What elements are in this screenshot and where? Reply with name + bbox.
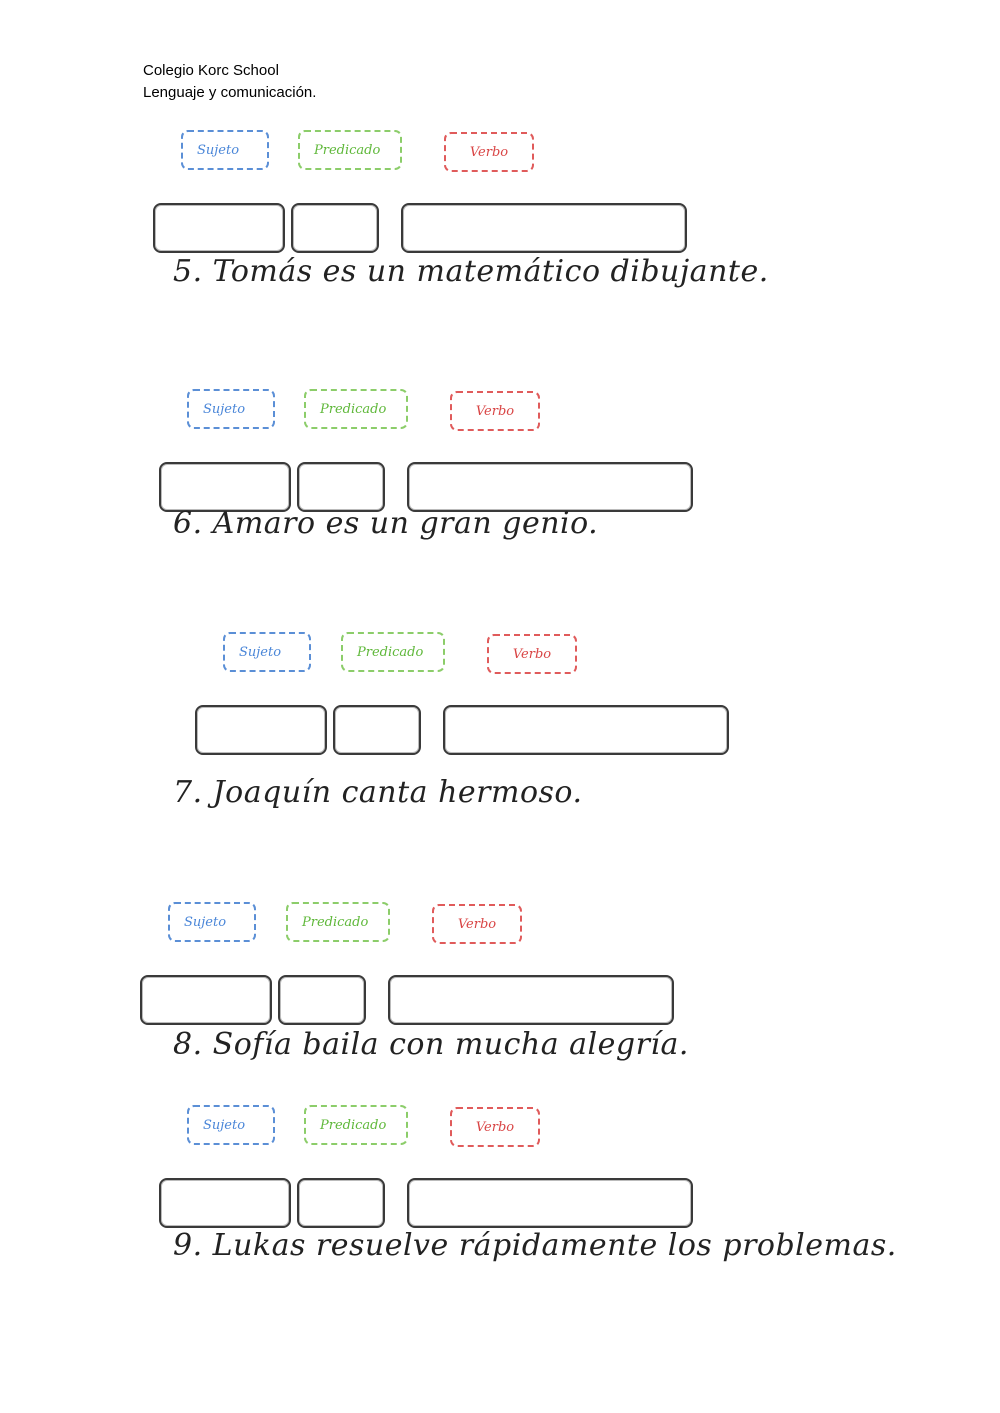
drop-zone-3[interactable] xyxy=(443,705,729,755)
draggable-label-verbo[interactable]: Verbo xyxy=(450,1107,540,1147)
draggable-label-verbo[interactable]: Verbo xyxy=(444,132,534,172)
school-name: Colegio Korc School xyxy=(143,62,279,79)
drop-zone-1[interactable] xyxy=(153,203,285,253)
drop-zone-2[interactable] xyxy=(297,1178,385,1228)
worksheet-header xyxy=(143,60,316,104)
sentence-6: 6. Amaro es un gran genio. xyxy=(173,506,599,541)
draggable-label-predicado[interactable]: Predicado xyxy=(304,389,408,429)
drop-zone-3[interactable] xyxy=(407,1178,693,1228)
drop-zone-2[interactable] xyxy=(291,203,379,253)
sentence-5: 5. Tomás es un matemático dibujante. xyxy=(173,254,769,289)
drop-zone-2[interactable] xyxy=(333,705,421,755)
draggable-label-verbo[interactable]: Verbo xyxy=(432,904,522,944)
subject-name: Lenguaje y comunicación. xyxy=(143,84,317,101)
drop-zone-3[interactable] xyxy=(388,975,674,1025)
drop-zone-2[interactable] xyxy=(297,462,385,512)
draggable-label-sujeto[interactable]: Sujeto xyxy=(168,902,256,942)
sentence-9: 9. Lukas resuelve rápidamente los problemas. xyxy=(173,1228,897,1263)
draggable-label-sujeto[interactable]: Sujeto xyxy=(181,130,269,170)
sentence-7: 7. Joaquín canta hermoso. xyxy=(173,775,583,810)
drop-zone-1[interactable] xyxy=(140,975,272,1025)
drop-zone-1[interactable] xyxy=(195,705,327,755)
draggable-label-predicado[interactable]: Predicado xyxy=(298,130,402,170)
drop-zone-1[interactable] xyxy=(159,1178,291,1228)
drop-zone-3[interactable] xyxy=(407,462,693,512)
draggable-label-predicado[interactable]: Predicado xyxy=(304,1105,408,1145)
draggable-label-sujeto[interactable]: Sujeto xyxy=(187,1105,275,1145)
draggable-label-sujeto[interactable]: Sujeto xyxy=(187,389,275,429)
draggable-label-verbo[interactable]: Verbo xyxy=(487,634,577,674)
sentence-8: 8. Sofía baila con mucha alegría. xyxy=(173,1027,689,1062)
drop-zone-1[interactable] xyxy=(159,462,291,512)
draggable-label-sujeto[interactable]: Sujeto xyxy=(223,632,311,672)
drop-zone-3[interactable] xyxy=(401,203,687,253)
drop-zone-2[interactable] xyxy=(278,975,366,1025)
draggable-label-predicado[interactable]: Predicado xyxy=(341,632,445,672)
draggable-label-predicado[interactable]: Predicado xyxy=(286,902,390,942)
draggable-label-verbo[interactable]: Verbo xyxy=(450,391,540,431)
